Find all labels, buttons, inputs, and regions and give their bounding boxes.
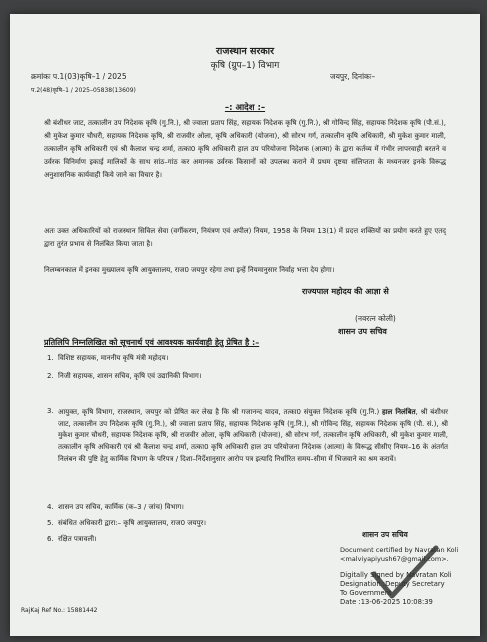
copy-item-number: 6. (47, 535, 54, 543)
govt-heading: राजस्थान सरकार (216, 46, 274, 57)
rajkaj-reference: RajKaj Ref No.: 15881442 (21, 607, 98, 614)
footer-signer-title: शासन उप सचिव (362, 530, 408, 539)
copy-item: निजी सहायक, शासन सचिव, कृषि एवं उद्यानिकी विभाग। (58, 372, 202, 380)
copy-item: विशिष्ट सहायक, माननीय कृषि मंत्री महोदय। (58, 354, 169, 362)
digital-signature-line: Date :13-06-2025 10:08:39 (340, 598, 433, 606)
signer-title: शासन उप सचिव (338, 327, 387, 336)
certification-line: Document certified by Navratan Koli (340, 546, 459, 554)
document-page (10, 14, 480, 636)
certification-email: <malviyapiyush67@gmail.com>. (340, 555, 449, 563)
copy-item: रक्षित पत्रावली। (58, 535, 97, 543)
dept-heading: कृषि (ग्रुप–1) विभाग (210, 61, 280, 71)
copy-item: शासन उप सचिव, कार्मिक (क–3 / जांच) विभाग। (58, 503, 184, 511)
digital-signature-line: Digitally Signed by Navratan Koli (340, 571, 452, 579)
governor-order-line: राज्यपाल महोदय की आज्ञा से (302, 287, 389, 296)
order-paragraph-2: अतः उक्त अधिकारियों को राजस्थान सिविल सेवा (वर्गीकरण, नियंत्रण एवं अपील) नियम, 1958 के नियम 13(1) में प्रदत्त शक्तियों का प्रयोग करते हुए एतद् द्वारा तुरंत प्रभाव से निलंबित किया जाता है। (44, 227, 446, 248)
copy-item-text: आयुक्त, कृषि विभाग, राजस्थान, जयपुर को प्रेषित कर लेख है कि श्री गजानन्द यादव, तत्का0 संयुक्त निदेशक कृषि (गु.नि.) (58, 408, 383, 416)
reference-number: क्रमांकः प.1(03)कृषि–1 / 2025 (31, 72, 127, 81)
copy-item-number: 3. (47, 407, 54, 415)
copy-item-number: 5. (47, 519, 54, 527)
signature-check-icon (370, 544, 440, 604)
order-paragraph-3: निलम्बनकाल में इनका मुख्यालय कृषि आयुक्तालय, राज0 जयपुर रहेगा तथा इन्हें नियमानुसार निर्वाह भत्ता देय होगा। (44, 266, 335, 274)
copy-item-number: 1. (47, 354, 54, 362)
copy-to-heading: प्रतिलिपि निम्नलिखित को सूचनार्थ एवं आवश्यक कार्यवाही हेतु प्रेषित है :– (44, 338, 260, 347)
signer-name: (नवरत्न कोली) (355, 314, 396, 323)
copy-item-text: , श्री बंशीधर जाट, तत्कालीन उप निदेशक कृषि (गु.नि.), श्री ज्वाला प्रताप सिंह, सहायक निदेशक कृषि (गु.नि.), श्री गोविन्द सिंह, सहायक निदेशक कृषि (पौ. सं.), श्री मुकेश कुमार चौधरी, सहायक निदेशक कृषि, श्री राजवीर ओला, कृषि अधिकारी (योजना), श्री सोरभ गर्ग, तत्कालीन कृषि अधिकारी, श्री मुकेश कुमार माली, तत्कालीन कृषि अधिकारी एवं श्री कैलाश चन्द्र शर्मा, तत्का0 कृषि अधिकारी हाल उप परियोजना निदेशक (आत्मा) के विरूद्ध सीसीए नियम–16 के अंतर्गत निलंबन की पुष्टि हेतु कार्मिक विभाग के परिपत्र / दिशा–निर्देशानुसार आरोप पत्र इत्यादि निर्धारित समय–सीमा में भिजवाने का श्रम करावें। (58, 408, 448, 463)
reference-number-sub: प.2(48)कृषि–1 / 2025–05838(13609) (31, 87, 136, 94)
order-title: –: आदेश :– (224, 103, 266, 113)
order-paragraph-1: श्री बंशीधर जाट, तत्कालीन उप निदेशक कृषि (गु.नि.), श्री ज्वाला प्रताप सिंह, सहायक निदेशक कृषि (गु.नि.), श्री गोविन्द सिंह, सहायक निदेशक कृषि (पौ.सं.), श्री मुकेश कुमार चौधरी, सहायक निदेशक कृषि, श्री राजवीर ओला, कृषि अधिकारी (योजना), श्री सोरभ गर्ग, तत्कालीन कृषि अधिकारी, श्री मुकेश कुमार माली, तत्कालीन कृषि अधिकारी एवं श्री कैलाश चन्द्र शर्मा, तत्का0 कृषि अधिकारी हाल उप परियोजना निदेशक (आत्मा) के द्वारा कर्तव्य में गंभीर लापरवाही बरतने व उर्वरक विनिर्माण इकाई मालिकों के साथ सांठ–गांठ कर अमानक उर्वरक किसानों को उपलब्ध कराने में प्रथम दृष्टया संलिप्तता के मध्यनजर इनके विरूद्ध अनुशासनिक कार्यवाही किये जाने का विचार है। (44, 119, 446, 179)
copy-item: संबंधित अधिकारी द्वारा:– कृषि आयुक्तालय, राज0 जयपुर। (58, 519, 206, 527)
suspended-label: हाल निलंबित (382, 408, 416, 416)
copy-item-number: 2. (47, 372, 54, 380)
place-date: जयपुर, दिनांकः– (330, 72, 376, 81)
copy-item (58, 407, 448, 466)
digital-signature-line: To Government (340, 589, 392, 597)
copy-item-number: 4. (47, 503, 54, 511)
digital-signature-line: Designation :Deputy Secretary (340, 580, 445, 588)
